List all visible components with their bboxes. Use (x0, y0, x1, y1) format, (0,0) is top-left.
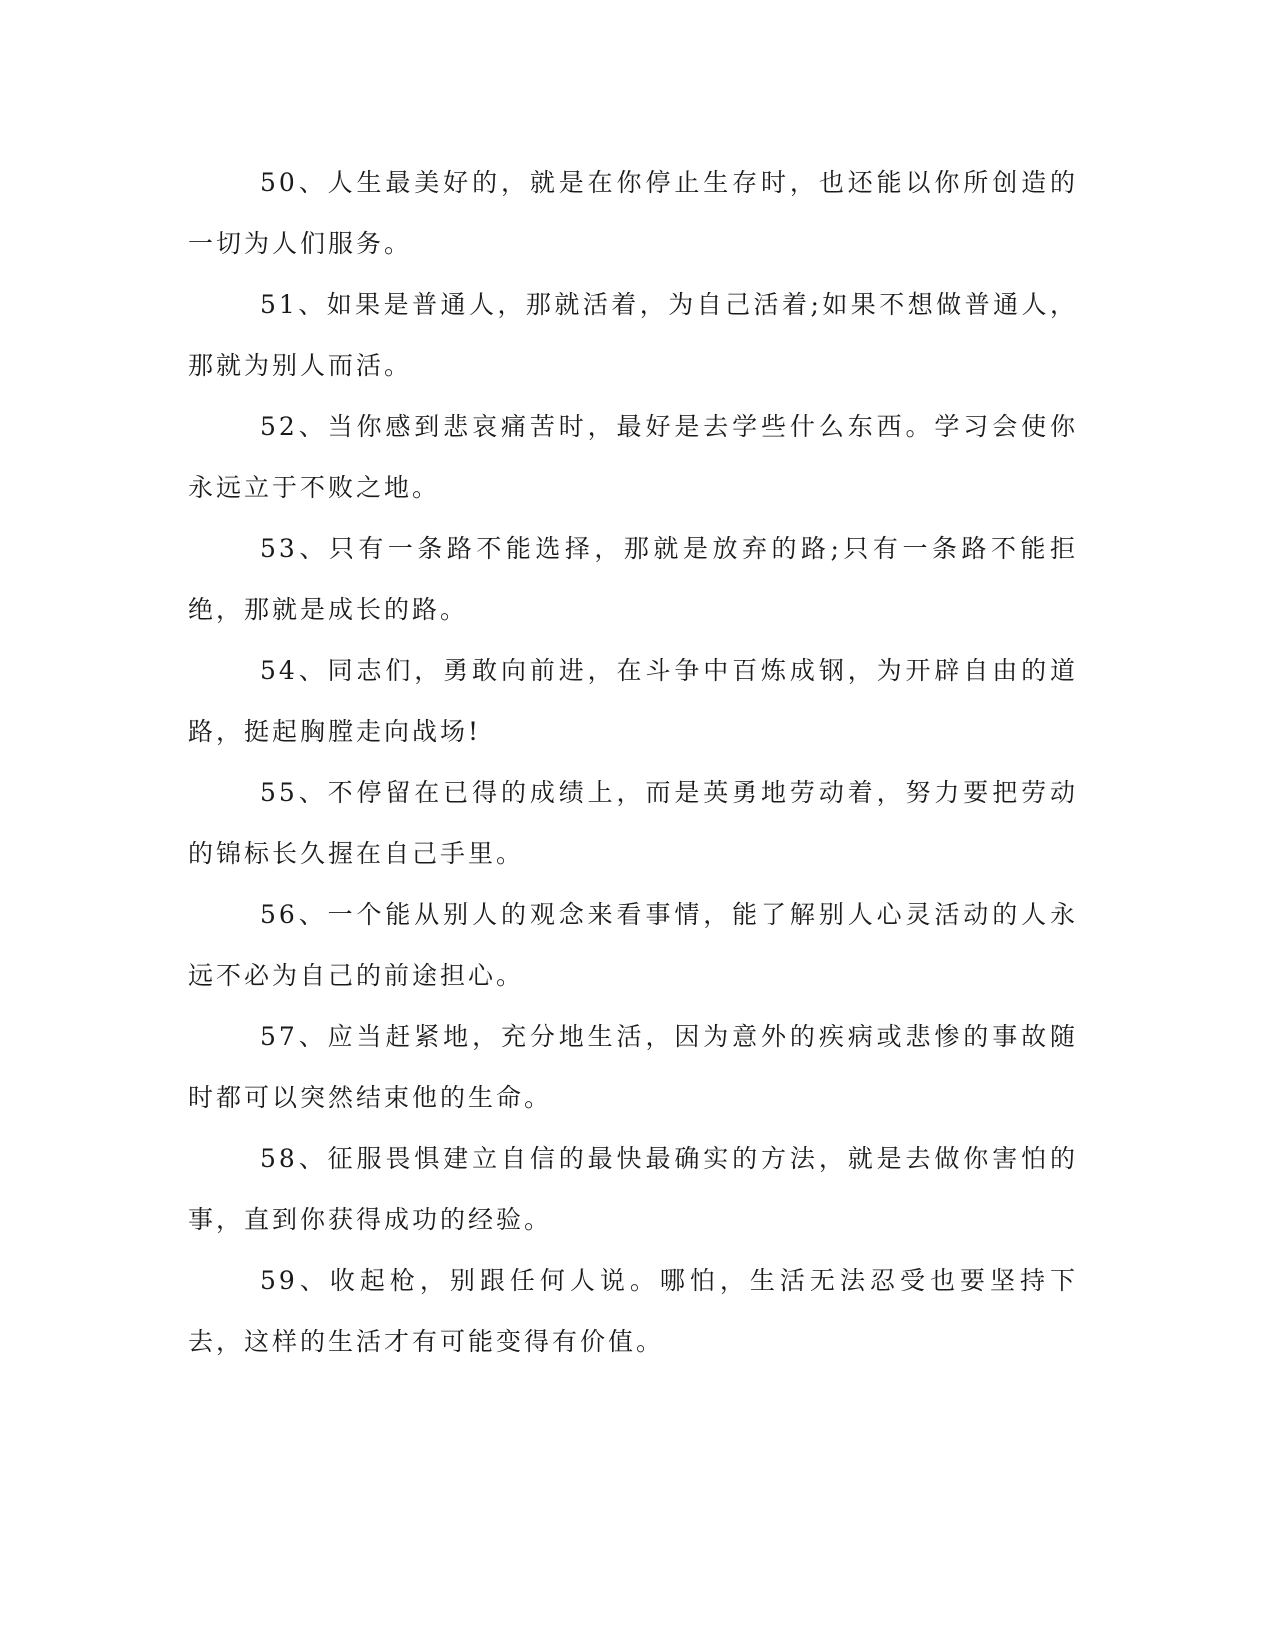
document-body (188, 152, 1078, 1372)
paragraph-52: 52、当你感到悲哀痛苦时，最好是去学些什么东西。学习会使你永远立于不败之地。 (188, 412, 1078, 502)
paragraph-56: 56、一个能从别人的观念来看事情，能了解别人心灵活动的人永远不必为自己的前途担心。 (188, 900, 1078, 990)
paragraph-51: 51、如果是普通人，那就活着，为自己活着;如果不想做普通人，那就为别人而活。 (188, 290, 1078, 380)
paragraph-54: 54、同志们，勇敢向前进，在斗争中百炼成钢，为开辟自由的道路，挺起胸膛走向战场! (188, 656, 1078, 746)
paragraph-57: 57、应当赶紧地，充分地生活，因为意外的疾病或悲惨的事故随时都可以突然结束他的生命。 (188, 1022, 1078, 1112)
paragraph-58: 58、征服畏惧建立自信的最快最确实的方法，就是去做你害怕的事，直到你获得成功的经验。 (188, 1144, 1078, 1234)
paragraph-53: 53、只有一条路不能选择，那就是放弃的路;只有一条路不能拒绝，那就是成长的路。 (188, 534, 1078, 624)
paragraph-55: 55、不停留在已得的成绩上，而是英勇地劳动着，努力要把劳动的锦标长久握在自己手里。 (188, 778, 1078, 868)
paragraph-50: 50、人生最美好的，就是在你停止生存时，也还能以你所创造的一切为人们服务。 (188, 168, 1078, 258)
paragraph-59: 59、收起枪，别跟任何人说。哪怕，生活无法忍受也要坚持下去，这样的生活才有可能变得有价值。 (188, 1266, 1078, 1356)
